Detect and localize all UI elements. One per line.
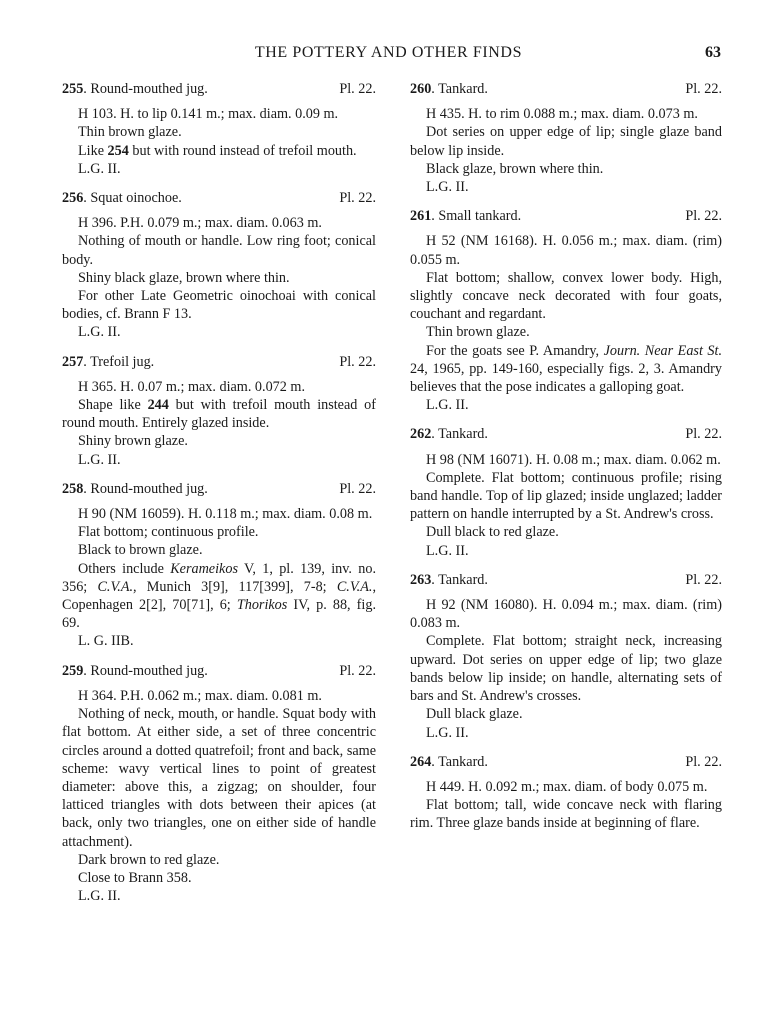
entry-dimensions: H 103. H. to lip 0.141 m.; max. diam. 0.09 m. xyxy=(78,106,339,123)
catalogue-entry-257 xyxy=(62,353,376,469)
entry-number: 263 xyxy=(410,571,432,588)
plate-reference: Pl. 22. xyxy=(339,353,376,370)
entry-heading xyxy=(62,189,376,207)
entry-glaze: Dark brown to red glaze. xyxy=(78,851,220,868)
entry-description xyxy=(62,396,376,432)
entry-title: . Round-mouthed jug. xyxy=(83,662,208,679)
entry-title: . Round-mouthed jug. xyxy=(83,480,208,497)
entry-title: . Trefoil jug. xyxy=(83,353,155,370)
entry-number: 261 xyxy=(410,208,432,225)
entry-glaze: Thin brown glaze. xyxy=(426,324,530,341)
entry-heading xyxy=(410,753,722,771)
catalogue-entry-258 xyxy=(62,480,376,651)
plate-reference: Pl. 22. xyxy=(339,480,376,497)
entry-date: L. G. IIB. xyxy=(78,633,134,650)
catalogue-entry-255 xyxy=(62,80,376,178)
entry-dimensions: H 92 (NM 16080). H. 0.094 m.; max. diam. (rim) 0.083 m. xyxy=(410,597,722,632)
text-run: For the goats see P. Amandry, xyxy=(426,342,604,359)
entry-title-wrap xyxy=(62,353,154,371)
text-run: , Munich 3[9], 117[399], 7-8; xyxy=(133,578,337,595)
entry-title-wrap xyxy=(410,571,488,589)
plate-reference: Pl. 22. xyxy=(685,426,722,443)
entry-comparison: Close to Brann 358. xyxy=(78,869,192,886)
entry-title-wrap xyxy=(410,207,521,225)
entry-heading xyxy=(62,662,376,680)
left-column xyxy=(62,80,376,916)
entry-title-wrap xyxy=(62,480,208,498)
entry-glaze: Black to brown glaze. xyxy=(78,542,203,559)
entry-heading xyxy=(410,571,722,589)
entry-glaze: Thin brown glaze. xyxy=(78,124,182,141)
catalogue-entry-264 xyxy=(410,753,722,833)
entry-heading xyxy=(62,353,376,371)
entry-date: L.G. II. xyxy=(426,542,469,559)
entry-comparison xyxy=(410,342,722,397)
entry-title: . Tankard. xyxy=(431,571,488,588)
entry-number: 258 xyxy=(62,480,84,497)
entry-heading xyxy=(62,80,376,98)
catalogue-entry-261 xyxy=(410,207,722,414)
entry-number: 259 xyxy=(62,662,84,679)
publication-title: Thorikos xyxy=(236,597,288,614)
plate-reference: Pl. 22. xyxy=(339,662,376,679)
publication-title: C.V.A. xyxy=(97,578,134,595)
catalogue-entry-263 xyxy=(410,571,722,742)
entry-description: Complete. Flat bottom; straight neck, increasing upward. Dot series on upper edge of lip; two glaze bands below lip inside; on handle, alternating sets of bars and St. Andrew's crosses. xyxy=(410,633,722,705)
entry-dimensions: H 365. H. 0.07 m.; max. diam. 0.072 m. xyxy=(78,378,305,395)
text-run: IV, p. 88, fig. 69. xyxy=(62,597,376,632)
page-header xyxy=(0,44,777,66)
entry-title: . Round-mouthed jug. xyxy=(83,81,208,97)
entry-title-wrap xyxy=(62,80,208,98)
entry-glaze: Dull black to red glaze. xyxy=(426,524,559,541)
entry-dimensions: H 90 (NM 16059). H. 0.118 m.; max. diam. 0.08 m. xyxy=(78,506,373,523)
entry-glaze: Shiny brown glaze. xyxy=(78,433,188,450)
entry-dimensions: H 396. P.H. 0.079 m.; max. diam. 0.063 m. xyxy=(78,215,322,232)
entry-title: . Small tankard. xyxy=(431,208,522,225)
text-run: Others include xyxy=(78,560,171,577)
entry-heading xyxy=(62,480,376,498)
entry-description: Complete. Flat bottom; continuous profile; rising band handle. Top of lip glazed; inside unglazed; ladder pattern on handle interrupted by a St. Andrew's cross. xyxy=(410,469,722,523)
entry-dimensions: H 364. P.H. 0.062 m.; max. diam. 0.081 m. xyxy=(78,687,322,704)
entry-glaze: Black glaze, brown where thin. xyxy=(426,160,604,177)
text-run: but with trefoil mouth instead of round mouth. Entirely glazed inside. xyxy=(62,397,377,432)
cross-reference: 244 xyxy=(147,397,169,414)
cross-reference: 254 xyxy=(107,142,129,159)
entry-heading xyxy=(410,207,722,225)
text-run: V, 1, pl. 139, inv. no. 356; xyxy=(62,560,376,595)
right-column xyxy=(410,80,722,844)
catalogue-entry-262 xyxy=(410,425,722,559)
plate-reference: Pl. 22. xyxy=(685,753,722,770)
entry-title-wrap xyxy=(410,425,488,443)
entry-number: 264 xyxy=(410,753,432,770)
entry-date: L.G. II. xyxy=(426,397,469,414)
plate-reference: Pl. 22. xyxy=(339,190,376,207)
text-run: Like xyxy=(78,142,108,159)
entry-title-wrap xyxy=(410,80,488,98)
text-run: 24, 1965, pp. 149-160, especially figs. 2, 3. Amandry believes that the pose indicates a galloping goat. xyxy=(410,360,722,396)
entry-description: Flat bottom; continuous profile. xyxy=(78,524,259,541)
entry-heading xyxy=(410,80,722,98)
plate-reference: Pl. 22. xyxy=(685,81,722,97)
entry-description: Dot series on upper edge of lip; single glaze band below lip inside. xyxy=(410,124,722,159)
entry-heading xyxy=(410,425,722,443)
entry-glaze: Dull black glaze. xyxy=(426,706,523,723)
entry-dimensions: H 98 (NM 16071). H. 0.08 m.; max. diam. 0.062 m. xyxy=(426,451,721,468)
publication-title: Journ. Near East St. xyxy=(603,342,722,359)
entry-description: Flat bottom; shallow, convex lower body. High, slightly concave neck decorated with four goats, couchant and regardant. xyxy=(410,269,722,323)
entry-number: 257 xyxy=(62,353,84,370)
entry-date: L.G. II. xyxy=(78,451,121,468)
entry-title: . Squat oinochoe. xyxy=(83,190,182,207)
plate-reference: Pl. 22. xyxy=(339,81,376,97)
running-title: THE POTTERY AND OTHER FINDS xyxy=(254,44,523,61)
entry-description: Flat bottom; tall, wide concave neck with flaring rim. Three glaze bands inside at beginning of flare. xyxy=(410,797,722,832)
entry-date: L.G. II. xyxy=(426,179,469,196)
entry-title: . Tankard. xyxy=(431,426,488,443)
text-run: but with round instead of trefoil mouth. xyxy=(128,142,357,159)
entry-title-wrap xyxy=(410,753,488,771)
entry-comparison xyxy=(62,560,376,633)
entry-title: . Tankard. xyxy=(431,753,488,770)
publication-title: C.V.A. xyxy=(336,578,373,595)
entry-date: L.G. II. xyxy=(78,888,121,905)
catalogue-entry-259 xyxy=(62,662,376,906)
entry-dimensions: H 449. H. 0.092 m.; max. diam. of body 0.075 m. xyxy=(426,778,708,795)
plate-reference: Pl. 22. xyxy=(685,571,722,588)
entry-title: . Tankard. xyxy=(431,81,488,97)
publication-title: Kerameikos xyxy=(170,560,238,577)
entry-comparison: For other Late Geometric oinochoai with conical bodies, cf. Brann F 13. xyxy=(62,288,376,323)
entry-dimensions: H 435. H. to rim 0.088 m.; max. diam. 0.073 m. xyxy=(426,106,698,123)
entry-date: L.G. II. xyxy=(426,724,469,741)
catalogue-entry-256 xyxy=(62,189,376,342)
entry-description: Nothing of mouth or handle. Low ring foot; conical body. xyxy=(62,233,376,268)
entry-number: 260 xyxy=(410,81,432,97)
entry-title-wrap xyxy=(62,662,208,680)
page-number: 63 xyxy=(705,44,721,61)
entry-glaze: Shiny black glaze, brown where thin. xyxy=(78,269,290,286)
entry-dimensions: H 52 (NM 16168). H. 0.056 m.; max. diam. (rim) 0.055 m. xyxy=(410,233,722,268)
entry-description: Nothing of neck, mouth, or handle. Squat body with flat bottom. At either side, a set of three concentric circles around a dotted quatrefoil; front and back, same scheme: wavy vertical lines to point of greatest diameter: above this, a zigzag; on shoulder, four latticed triangles with dots between their apices (at back, only two triangles, one on either side of handle attachment). xyxy=(62,706,376,850)
entry-number: 255 xyxy=(62,81,84,97)
text-run: Shape like xyxy=(78,397,148,414)
entry-date: L.G. II. xyxy=(78,160,121,177)
text-run: , Copenhagen 2[2], 70[71], 6; xyxy=(62,578,376,614)
entry-date: L.G. II. xyxy=(78,324,121,341)
plate-reference: Pl. 22. xyxy=(685,208,722,225)
entry-title-wrap xyxy=(62,189,182,207)
entry-comparison xyxy=(62,142,376,160)
entry-number: 262 xyxy=(410,426,432,443)
catalogue-entry-260 xyxy=(410,80,722,196)
entry-number: 256 xyxy=(62,190,84,207)
